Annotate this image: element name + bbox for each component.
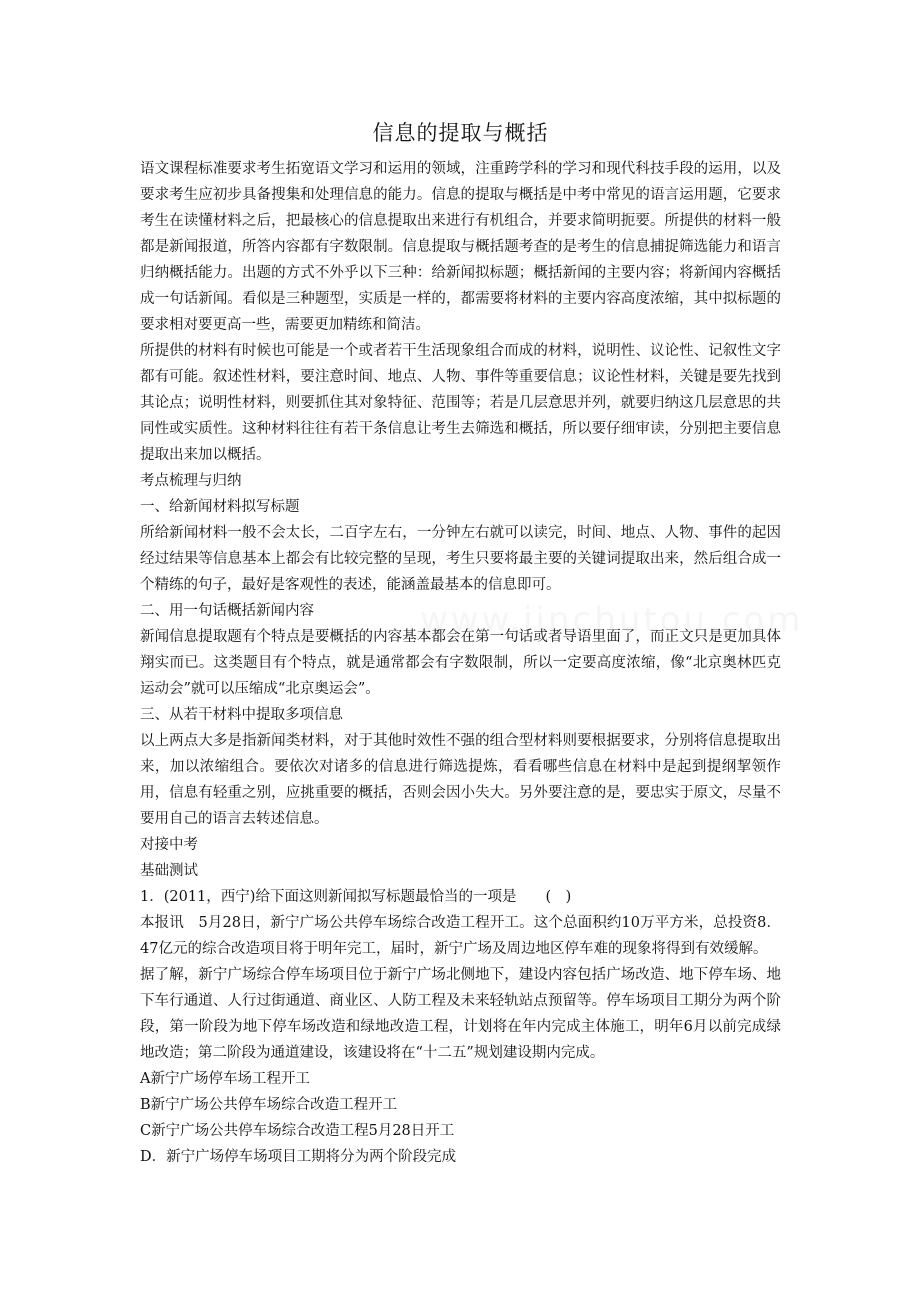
option-a: A新宁广场停车场工程开工: [140, 1071, 310, 1087]
section-heading: 三、从若干材料中提取多项信息: [140, 707, 343, 723]
section-body: 以上两点大多是指新闻类材料，对于其他时效性不强的组合型材料则要根据要求，分别将信息提取出来，加以浓缩组合。要依次对诸多的信息进行筛选提炼，看看哪些信息在材料中是起到提纲挈领作用，信息有轻重之别，应挑重要的概括，否则会因小失大。另外要注意的是，要忠实于原文，尽量不要用自己的语言去转述信息。: [140, 733, 781, 827]
news-paragraph: 本报讯 5月28日，新宁广场公共停车场综合改造工程开工。这个总面积约10万平方米，总投资8．47亿元的综合改造项目将于明年完工，届时，新宁广场及周边地区停车难的现象将得到有效缓解。: [140, 915, 781, 957]
intro-paragraph: 语文课程标准要求考生拓宽语文学习和运用的领域，注重跨学科的学习和现代科技手段的运用，以及要求考生应初步具备搜集和处理信息的能力。信息的提取与概括是中考中常见的语言运用题，它要求考生在读懂材料之后，把最核心的信息提取出来进行有机组合，并要求简明扼要。所提供的材料一般都是新闻报道，所答内容都有字数限制。信息提取与概括题考查的是考生的信息捕捉筛选能力和语言归纳概括能力。出题的方式不外乎以下三种：给新闻拟标题；概括新闻的主要内容；将新闻内容概括成一句话新闻。看似是三种题型，实质是一样的，都需要将材料的主要内容高度浓缩，其中拟标题的要求相对要更高一些，需要更加精练和简洁。: [140, 161, 781, 333]
question-stem: 1．(2011，西宁)给下面这则新闻拟写标题最恰当的一项是 ( ): [140, 889, 572, 905]
section-body: 所给新闻材料一般不会太长，二百字左右，一分钟左右就可以读完，时间、地点、人物、事件的起因经过结果等信息基本上都会有比较完整的呈现，考生只要将最主要的关键词提取出来，然后组合成一个精练的句子，最好是客观性的表述，能涵盖最基本的信息即可。: [140, 525, 781, 593]
document-page: [140, 118, 781, 1170]
document-title: 信息的提取与概括: [372, 121, 549, 145]
section-body: 新闻信息提取题有个特点是要概括的内容基本都会在第一句话或者导语里面了，而正文只是更加具体翔实而已。这类题目有个特点，就是通常都会有字数限制，所以一定要高度浓缩，像“北京奥林匹克运动会”就可以压缩成“北京奥运会”。: [140, 629, 781, 697]
option-c: C新宁广场公共停车场综合改造工程5月28日开工: [140, 1123, 455, 1139]
intro-paragraph: 所提供的材料有时候也可能是一个或者若干生活现象组合而成的材料，说明性、议论性、记叙性文字都有可能。叙述性材料，要注意时间、地点、人物、事件等重要信息；议论性材料，关键是要先找到其论点；说明性材料，则要抓住其对象特征、范围等；若是几层意思并列，就要归纳这几层意思的共同性或实质性。这种材料往往有若干条信息让考生去筛选和概括，所以要仔细审读，分别把主要信息提取出来加以概括。: [140, 343, 781, 463]
section-heading: 一、给新闻材料拟写标题: [140, 499, 300, 515]
option-b: B新宁广场公共停车场综合改造工程开工: [140, 1097, 398, 1113]
section-heading-duijie: 对接中考: [140, 837, 198, 853]
news-paragraph: 据了解，新宁广场综合停车场项目位于新宁广场北侧地下，建设内容包括广场改造、地下停车场、地下车行通道、人行过街通道、商业区、人防工程及未来轻轨站点预留等。停车场项目工期分为两个阶段，第一阶段为地下停车场改造和绿地改造工程，计划将在年内完成主体施工，明年6月以前完成绿地改造；第二阶段为通道建设，该建设将在“十二五”规划建设期内完成。: [140, 967, 781, 1061]
section-heading-kaodian: 考点梳理与归纳: [140, 473, 242, 489]
section-heading: 二、用一句话概括新闻内容: [140, 603, 314, 619]
section-heading-jichu: 基础测试: [140, 863, 198, 879]
option-d: D．新宁广场停车场项目工期将分为两个阶段完成: [140, 1149, 457, 1165]
